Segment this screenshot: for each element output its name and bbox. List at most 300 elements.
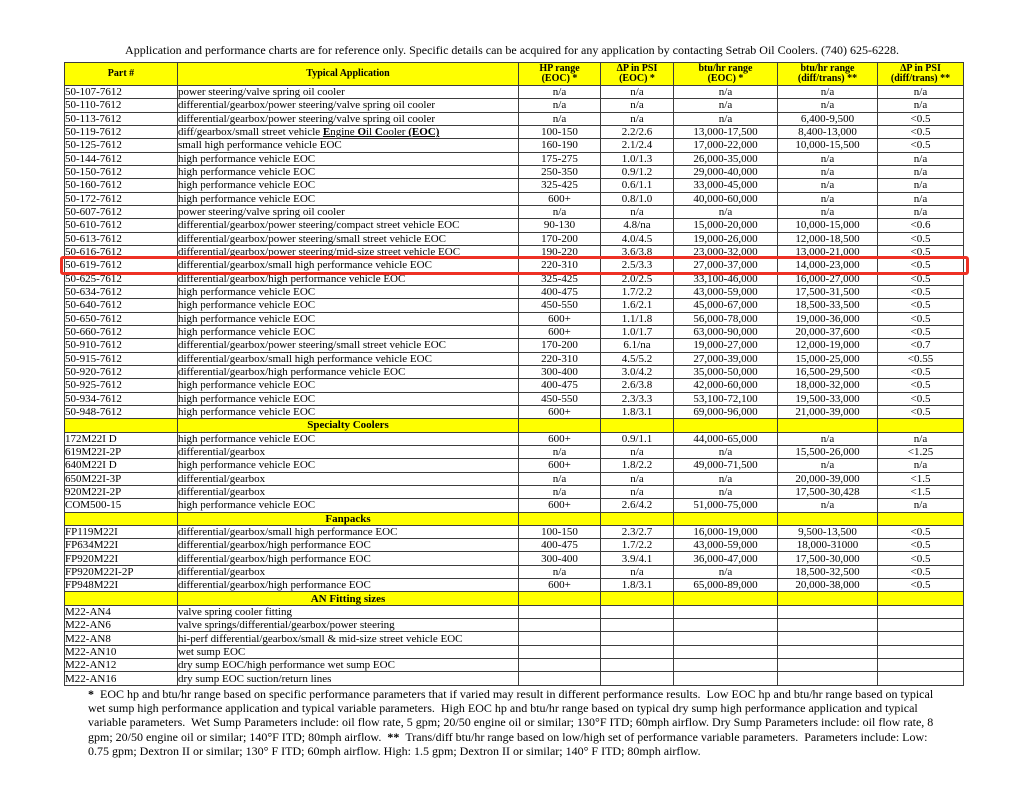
btu-range-eoc-cell: 19,000-27,000 bbox=[674, 339, 778, 352]
btu-range-difftrans-cell: n/a bbox=[778, 86, 878, 99]
btu-range-eoc-cell: 45,000-67,000 bbox=[674, 299, 778, 312]
dp-psi-eoc-cell: 3.9/4.1 bbox=[601, 552, 674, 565]
btu-range-difftrans-cell: n/a bbox=[778, 205, 878, 218]
dp-psi-difftrans-cell: n/a bbox=[878, 179, 964, 192]
section-empty-cell bbox=[601, 512, 674, 525]
dp-psi-eoc-cell: n/a bbox=[601, 445, 674, 458]
application-cell: wet sump EOC bbox=[178, 645, 519, 658]
application-cell: power steering/valve spring oil cooler bbox=[178, 86, 519, 99]
part-number-cell: 50-634-7612 bbox=[65, 285, 178, 298]
table-row bbox=[65, 472, 964, 485]
column-header: HP range (EOC) * bbox=[519, 63, 601, 86]
part-number-cell: 50-920-7612 bbox=[65, 365, 178, 378]
btu-range-eoc-cell bbox=[674, 672, 778, 685]
table-row bbox=[65, 645, 964, 658]
part-number-cell: 50-160-7612 bbox=[65, 179, 178, 192]
table-row bbox=[65, 245, 964, 258]
dp-psi-difftrans-cell: <0.5 bbox=[878, 272, 964, 285]
application-cell: dry sump EOC/high performance wet sump EOC bbox=[178, 659, 519, 672]
section-empty-cell bbox=[601, 419, 674, 432]
table-row bbox=[65, 379, 964, 392]
hp-range-cell: 400-475 bbox=[519, 539, 601, 552]
btu-range-eoc-cell: n/a bbox=[674, 485, 778, 498]
btu-range-eoc-cell bbox=[674, 645, 778, 658]
table-row bbox=[65, 299, 964, 312]
btu-range-difftrans-cell: 16,500-29,500 bbox=[778, 365, 878, 378]
hp-range-cell bbox=[519, 632, 601, 645]
table-row bbox=[65, 312, 964, 325]
dp-psi-difftrans-cell: <1.5 bbox=[878, 485, 964, 498]
btu-range-difftrans-cell: 10,000-15,000 bbox=[778, 219, 878, 232]
btu-range-eoc-cell: 43,000-59,000 bbox=[674, 285, 778, 298]
application-cell: high performance vehicle EOC bbox=[178, 299, 519, 312]
table-row bbox=[65, 672, 964, 685]
part-number-cell: 50-619-7612 bbox=[65, 259, 178, 272]
btu-range-eoc-cell: 27,000-39,000 bbox=[674, 352, 778, 365]
table-header bbox=[65, 63, 964, 86]
btu-range-difftrans-cell: 10,000-15,500 bbox=[778, 139, 878, 152]
btu-range-difftrans-cell: n/a bbox=[778, 152, 878, 165]
table-row bbox=[65, 99, 964, 112]
dp-psi-eoc-cell: 0.9/1.2 bbox=[601, 165, 674, 178]
application-cell: dry sump EOC suction/return lines bbox=[178, 672, 519, 685]
table-row bbox=[65, 259, 964, 272]
dp-psi-eoc-cell: n/a bbox=[601, 112, 674, 125]
dp-psi-eoc-cell: n/a bbox=[601, 86, 674, 99]
hp-range-cell: 600+ bbox=[519, 192, 601, 205]
application-cell: differential/gearbox bbox=[178, 472, 519, 485]
part-number-cell: 50-640-7612 bbox=[65, 299, 178, 312]
hp-range-cell: 600+ bbox=[519, 459, 601, 472]
section-empty-cell bbox=[65, 419, 178, 432]
table-row bbox=[65, 525, 964, 538]
part-number-cell: 50-616-7612 bbox=[65, 245, 178, 258]
table-row bbox=[65, 565, 964, 578]
btu-range-difftrans-cell: 19,000-36,000 bbox=[778, 312, 878, 325]
btu-range-difftrans-cell: 20,000-38,000 bbox=[778, 579, 878, 592]
hp-range-cell: 325-425 bbox=[519, 179, 601, 192]
btu-range-difftrans-cell: 18,000-31000 bbox=[778, 539, 878, 552]
btu-range-difftrans-cell: 12,000-19,000 bbox=[778, 339, 878, 352]
application-cell: differential/gearbox bbox=[178, 565, 519, 578]
section-row bbox=[65, 512, 964, 525]
dp-psi-difftrans-cell: <0.5 bbox=[878, 139, 964, 152]
table-row bbox=[65, 365, 964, 378]
application-cell: differential/gearbox/power steering/small street vehicle EOC bbox=[178, 339, 519, 352]
table-row bbox=[65, 405, 964, 418]
hp-range-cell bbox=[519, 645, 601, 658]
btu-range-eoc-cell: 69,000-96,000 bbox=[674, 405, 778, 418]
table-row bbox=[65, 339, 964, 352]
dp-psi-difftrans-cell: n/a bbox=[878, 165, 964, 178]
dp-psi-difftrans-cell bbox=[878, 605, 964, 618]
part-number-cell: 50-119-7612 bbox=[65, 125, 178, 138]
dp-psi-difftrans-cell: n/a bbox=[878, 99, 964, 112]
hp-range-cell: 450-550 bbox=[519, 299, 601, 312]
dp-psi-difftrans-cell bbox=[878, 645, 964, 658]
application-cell: hi-perf differential/gearbox/small & mid-size street vehicle EOC bbox=[178, 632, 519, 645]
dp-psi-eoc-cell bbox=[601, 632, 674, 645]
table-row bbox=[65, 192, 964, 205]
table-row bbox=[65, 232, 964, 245]
application-cell: differential/gearbox/small high performance vehicle EOC bbox=[178, 352, 519, 365]
btu-range-eoc-cell: 35,000-50,000 bbox=[674, 365, 778, 378]
section-empty-cell bbox=[778, 512, 878, 525]
part-number-cell: 50-613-7612 bbox=[65, 232, 178, 245]
table-row bbox=[65, 325, 964, 338]
btu-range-eoc-cell: 13,000-17,500 bbox=[674, 125, 778, 138]
hp-range-cell: 220-310 bbox=[519, 259, 601, 272]
dp-psi-difftrans-cell: n/a bbox=[878, 192, 964, 205]
application-cell: differential/gearbox/power steering/valve spring oil cooler bbox=[178, 112, 519, 125]
hp-range-cell: 190-220 bbox=[519, 245, 601, 258]
application-cell: high performance vehicle EOC bbox=[178, 285, 519, 298]
dp-psi-difftrans-cell: <0.5 bbox=[878, 405, 964, 418]
table-row bbox=[65, 632, 964, 645]
table-row bbox=[65, 499, 964, 512]
btu-range-difftrans-cell: 17,500-30,000 bbox=[778, 552, 878, 565]
application-cell: high performance vehicle EOC bbox=[178, 432, 519, 445]
section-row bbox=[65, 592, 964, 605]
dp-psi-eoc-cell bbox=[601, 659, 674, 672]
btu-range-eoc-cell bbox=[674, 605, 778, 618]
dp-psi-difftrans-cell: n/a bbox=[878, 432, 964, 445]
hp-range-cell: 175-275 bbox=[519, 152, 601, 165]
dp-psi-difftrans-cell: <0.5 bbox=[878, 325, 964, 338]
application-cell: differential/gearbox/power steering/compact street vehicle EOC bbox=[178, 219, 519, 232]
hp-range-cell: 600+ bbox=[519, 432, 601, 445]
dp-psi-eoc-cell: 1.7/2.2 bbox=[601, 285, 674, 298]
application-cell: differential/gearbox/power steering/small street vehicle EOC bbox=[178, 232, 519, 245]
dp-psi-eoc-cell: 1.7/2.2 bbox=[601, 539, 674, 552]
dp-psi-eoc-cell: 1.8/3.1 bbox=[601, 405, 674, 418]
hp-range-cell: n/a bbox=[519, 86, 601, 99]
dp-psi-eoc-cell: 1.0/1.7 bbox=[601, 325, 674, 338]
dp-psi-eoc-cell: 0.8/1.0 bbox=[601, 192, 674, 205]
table-row bbox=[65, 459, 964, 472]
table-row bbox=[65, 205, 964, 218]
footnote: * EOC hp and btu/hr range based on specific performance parameters that if varied may result in different performance results. Low EOC hp and btu/hr range based on typical wet sump high performance application and typical variable parameters. High EOC hp and btu/hr range based on typical dry sump high performance application and typical variable parameters. Wet Sump Parameters include: oil flow rate, 5 gpm; 20/50 engine oil or similar; 130°F ITD; 60mph airflow. Dry Sump Parameters include: oil flow rate, 8 gpm; 20/50 engine oil or similar; 140°F ITD; 80mph airflow. ** Trans/diff btu/hr range based on low/high set of performance variable parameters. Parameters include: Low: 0.75 gpm; Dextron II or similar; 130° F ITD; 60mph airflow. High: 1.5 gpm; Dextron II or similar; 140° F ITD; 80mph airflow. bbox=[88, 687, 934, 758]
table-row bbox=[65, 112, 964, 125]
application-cell: differential/gearbox bbox=[178, 485, 519, 498]
btu-range-eoc-cell: n/a bbox=[674, 112, 778, 125]
table-row bbox=[65, 659, 964, 672]
dp-psi-eoc-cell: n/a bbox=[601, 99, 674, 112]
btu-range-eoc-cell: 42,000-60,000 bbox=[674, 379, 778, 392]
dp-psi-eoc-cell: n/a bbox=[601, 205, 674, 218]
dp-psi-eoc-cell: 4.0/4.5 bbox=[601, 232, 674, 245]
application-cell: high performance vehicle EOC bbox=[178, 379, 519, 392]
dp-psi-difftrans-cell: <0.5 bbox=[878, 232, 964, 245]
btu-range-difftrans-cell: 18,500-32,500 bbox=[778, 565, 878, 578]
dp-psi-eoc-cell: 2.3/2.7 bbox=[601, 525, 674, 538]
dp-psi-difftrans-cell: <0.5 bbox=[878, 552, 964, 565]
part-number-cell: 50-934-7612 bbox=[65, 392, 178, 405]
btu-range-eoc-cell: 49,000-71,500 bbox=[674, 459, 778, 472]
btu-range-difftrans-cell: 16,000-27,000 bbox=[778, 272, 878, 285]
table-row bbox=[65, 485, 964, 498]
dp-psi-eoc-cell bbox=[601, 672, 674, 685]
btu-range-difftrans-cell: 9,500-13,500 bbox=[778, 525, 878, 538]
dp-psi-eoc-cell: n/a bbox=[601, 485, 674, 498]
hp-range-cell: 600+ bbox=[519, 325, 601, 338]
application-cell: high performance vehicle EOC bbox=[178, 312, 519, 325]
btu-range-difftrans-cell bbox=[778, 605, 878, 618]
table-row bbox=[65, 605, 964, 618]
btu-range-difftrans-cell: 8,400-13,000 bbox=[778, 125, 878, 138]
hp-range-cell: 220-310 bbox=[519, 352, 601, 365]
section-empty-cell bbox=[878, 592, 964, 605]
hp-range-cell: 300-400 bbox=[519, 365, 601, 378]
btu-range-eoc-cell: 19,000-26,000 bbox=[674, 232, 778, 245]
part-number-cell: 50-172-7612 bbox=[65, 192, 178, 205]
btu-range-difftrans-cell: 21,000-39,000 bbox=[778, 405, 878, 418]
hp-range-cell: 450-550 bbox=[519, 392, 601, 405]
part-number-cell: 640M22I D bbox=[65, 459, 178, 472]
part-number-cell: FP634M22I bbox=[65, 539, 178, 552]
table-row bbox=[65, 432, 964, 445]
page-title: Application and performance charts are for reference only. Specific details can be acquired for any application by contacting Setrab Oil Coolers. (740) 625-6228. bbox=[125, 43, 899, 57]
dp-psi-eoc-cell: 1.8/2.2 bbox=[601, 459, 674, 472]
part-number-cell: 50-948-7612 bbox=[65, 405, 178, 418]
table-row bbox=[65, 125, 964, 138]
table-row bbox=[65, 619, 964, 632]
btu-range-eoc-cell bbox=[674, 619, 778, 632]
btu-range-eoc-cell bbox=[674, 632, 778, 645]
dp-psi-eoc-cell bbox=[601, 605, 674, 618]
part-number-cell: 50-610-7612 bbox=[65, 219, 178, 232]
hp-range-cell bbox=[519, 605, 601, 618]
application-chart-table bbox=[64, 62, 964, 686]
btu-range-difftrans-cell: n/a bbox=[778, 179, 878, 192]
btu-range-eoc-cell: 43,000-59,000 bbox=[674, 539, 778, 552]
btu-range-difftrans-cell: 20,000-39,000 bbox=[778, 472, 878, 485]
table-row bbox=[65, 539, 964, 552]
part-number-cell: 50-650-7612 bbox=[65, 312, 178, 325]
section-label: Specialty Coolers bbox=[178, 419, 519, 432]
hp-range-cell bbox=[519, 672, 601, 685]
dp-psi-difftrans-cell: <0.5 bbox=[878, 259, 964, 272]
part-number-cell: M22-AN12 bbox=[65, 659, 178, 672]
part-number-cell: 50-107-7612 bbox=[65, 86, 178, 99]
btu-range-eoc-cell: n/a bbox=[674, 205, 778, 218]
column-header: ΔP in PSI (EOC) * bbox=[601, 63, 674, 86]
table-row bbox=[65, 285, 964, 298]
table-row bbox=[65, 579, 964, 592]
part-number-cell: M22-AN8 bbox=[65, 632, 178, 645]
btu-range-eoc-cell: 44,000-65,000 bbox=[674, 432, 778, 445]
table-row bbox=[65, 179, 964, 192]
btu-range-eoc-cell: 63,000-90,000 bbox=[674, 325, 778, 338]
dp-psi-eoc-cell: 3.0/4.2 bbox=[601, 365, 674, 378]
application-cell: differential/gearbox/high performance vehicle EOC bbox=[178, 365, 519, 378]
section-empty-cell bbox=[674, 592, 778, 605]
hp-range-cell: 160-190 bbox=[519, 139, 601, 152]
hp-range-cell: n/a bbox=[519, 472, 601, 485]
btu-range-difftrans-cell: 12,000-18,500 bbox=[778, 232, 878, 245]
dp-psi-difftrans-cell: n/a bbox=[878, 499, 964, 512]
btu-range-difftrans-cell: 17,500-31,500 bbox=[778, 285, 878, 298]
application-cell: valve spring cooler fitting bbox=[178, 605, 519, 618]
application-cell: high performance vehicle EOC bbox=[178, 392, 519, 405]
hp-range-cell: n/a bbox=[519, 565, 601, 578]
btu-range-difftrans-cell: 20,000-37,600 bbox=[778, 325, 878, 338]
dp-psi-eoc-cell: 2.6/4.2 bbox=[601, 499, 674, 512]
table-row bbox=[65, 445, 964, 458]
application-cell: differential/gearbox bbox=[178, 445, 519, 458]
part-number-cell: COM500-15 bbox=[65, 499, 178, 512]
hp-range-cell: 400-475 bbox=[519, 285, 601, 298]
part-number-cell: FP948M22I bbox=[65, 579, 178, 592]
table-row bbox=[65, 86, 964, 99]
btu-range-eoc-cell: 27,000-37,000 bbox=[674, 259, 778, 272]
btu-range-difftrans-cell: n/a bbox=[778, 165, 878, 178]
dp-psi-difftrans-cell: <0.5 bbox=[878, 565, 964, 578]
dp-psi-difftrans-cell: <0.5 bbox=[878, 525, 964, 538]
part-number-cell: M22-AN4 bbox=[65, 605, 178, 618]
application-cell: high performance vehicle EOC bbox=[178, 499, 519, 512]
part-number-cell: 50-113-7612 bbox=[65, 112, 178, 125]
btu-range-eoc-cell: 53,100-72,100 bbox=[674, 392, 778, 405]
part-number-cell: 50-925-7612 bbox=[65, 379, 178, 392]
application-cell: high performance vehicle EOC bbox=[178, 325, 519, 338]
btu-range-eoc-cell: 56,000-78,000 bbox=[674, 312, 778, 325]
section-label: Fanpacks bbox=[178, 512, 519, 525]
dp-psi-difftrans-cell: <0.6 bbox=[878, 219, 964, 232]
section-empty-cell bbox=[65, 592, 178, 605]
table-row bbox=[65, 165, 964, 178]
table-body bbox=[65, 86, 964, 686]
dp-psi-difftrans-cell: <0.5 bbox=[878, 379, 964, 392]
section-row bbox=[65, 419, 964, 432]
btu-range-eoc-cell: 33,000-45,000 bbox=[674, 179, 778, 192]
dp-psi-eoc-cell: 2.5/3.3 bbox=[601, 259, 674, 272]
part-number-cell: 50-607-7612 bbox=[65, 205, 178, 218]
header-row bbox=[65, 63, 964, 86]
dp-psi-difftrans-cell: <0.5 bbox=[878, 365, 964, 378]
application-cell: valve springs/differential/gearbox/power steering bbox=[178, 619, 519, 632]
dp-psi-difftrans-cell: <0.5 bbox=[878, 579, 964, 592]
section-empty-cell bbox=[674, 419, 778, 432]
hp-range-cell: 250-350 bbox=[519, 165, 601, 178]
dp-psi-eoc-cell: 1.6/2.1 bbox=[601, 299, 674, 312]
application-cell: differential/gearbox/power steering/valve spring oil cooler bbox=[178, 99, 519, 112]
dp-psi-difftrans-cell: <0.5 bbox=[878, 245, 964, 258]
application-cell: high performance vehicle EOC bbox=[178, 179, 519, 192]
dp-psi-difftrans-cell: n/a bbox=[878, 152, 964, 165]
dp-psi-difftrans-cell: <0.5 bbox=[878, 125, 964, 138]
btu-range-difftrans-cell: 15,000-25,000 bbox=[778, 352, 878, 365]
section-empty-cell bbox=[878, 512, 964, 525]
dp-psi-difftrans-cell: <1.25 bbox=[878, 445, 964, 458]
btu-range-difftrans-cell: 14,000-23,000 bbox=[778, 259, 878, 272]
part-number-cell: 50-625-7612 bbox=[65, 272, 178, 285]
application-cell: differential/gearbox/high performance vehicle EOC bbox=[178, 272, 519, 285]
dp-psi-difftrans-cell: <0.5 bbox=[878, 392, 964, 405]
application-cell: differential/gearbox/high performance EOC bbox=[178, 539, 519, 552]
hp-range-cell: 400-475 bbox=[519, 379, 601, 392]
btu-range-eoc-cell: 15,000-20,000 bbox=[674, 219, 778, 232]
btu-range-eoc-cell: 36,000-47,000 bbox=[674, 552, 778, 565]
dp-psi-eoc-cell: 1.8/3.1 bbox=[601, 579, 674, 592]
hp-range-cell: 170-200 bbox=[519, 339, 601, 352]
dp-psi-difftrans-cell bbox=[878, 632, 964, 645]
btu-range-eoc-cell: n/a bbox=[674, 99, 778, 112]
hp-range-cell: 170-200 bbox=[519, 232, 601, 245]
hp-range-cell bbox=[519, 619, 601, 632]
section-empty-cell bbox=[778, 592, 878, 605]
part-number-cell: 920M22I-2P bbox=[65, 485, 178, 498]
application-cell: diff/gearbox/small street vehicle Engine Oil Cooler (EOC) bbox=[178, 125, 519, 138]
dp-psi-difftrans-cell bbox=[878, 672, 964, 685]
application-cell: high performance vehicle EOC bbox=[178, 152, 519, 165]
dp-psi-difftrans-cell bbox=[878, 659, 964, 672]
column-header: ΔP in PSI (diff/trans) ** bbox=[878, 63, 964, 86]
dp-psi-eoc-cell: 2.0/2.5 bbox=[601, 272, 674, 285]
dp-psi-eoc-cell: n/a bbox=[601, 472, 674, 485]
btu-range-eoc-cell: 33,100-46,000 bbox=[674, 272, 778, 285]
application-cell: differential/gearbox/small high performance vehicle EOC bbox=[178, 259, 519, 272]
dp-psi-eoc-cell: 0.6/1.1 bbox=[601, 179, 674, 192]
hp-range-cell: 600+ bbox=[519, 499, 601, 512]
table-row bbox=[65, 139, 964, 152]
btu-range-eoc-cell: n/a bbox=[674, 472, 778, 485]
part-number-cell: 650M22I-3P bbox=[65, 472, 178, 485]
btu-range-difftrans-cell: 18,000-32,000 bbox=[778, 379, 878, 392]
hp-range-cell: 90-130 bbox=[519, 219, 601, 232]
dp-psi-difftrans-cell: <0.5 bbox=[878, 312, 964, 325]
application-cell: small high performance vehicle EOC bbox=[178, 139, 519, 152]
dp-psi-difftrans-cell: <1.5 bbox=[878, 472, 964, 485]
hp-range-cell bbox=[519, 659, 601, 672]
application-cell: differential/gearbox/high performance EOC bbox=[178, 552, 519, 565]
table-row bbox=[65, 392, 964, 405]
column-header: Part # bbox=[65, 63, 178, 86]
part-number-cell: 619M22I-2P bbox=[65, 445, 178, 458]
hp-range-cell: n/a bbox=[519, 445, 601, 458]
column-header: btu/hr range (EOC) * bbox=[674, 63, 778, 86]
table-row bbox=[65, 219, 964, 232]
dp-psi-difftrans-cell bbox=[878, 619, 964, 632]
hp-range-cell: 325-425 bbox=[519, 272, 601, 285]
section-empty-cell bbox=[878, 419, 964, 432]
application-cell: differential/gearbox/small high performance EOC bbox=[178, 525, 519, 538]
btu-range-difftrans-cell: n/a bbox=[778, 499, 878, 512]
btu-range-eoc-cell: 40,000-60,000 bbox=[674, 192, 778, 205]
part-number-cell: 50-915-7612 bbox=[65, 352, 178, 365]
dp-psi-difftrans-cell: n/a bbox=[878, 86, 964, 99]
application-cell: differential/gearbox/power steering/mid-size street vehicle EOC bbox=[178, 245, 519, 258]
btu-range-difftrans-cell bbox=[778, 645, 878, 658]
hp-range-cell: 600+ bbox=[519, 405, 601, 418]
btu-range-difftrans-cell: n/a bbox=[778, 432, 878, 445]
application-cell: differential/gearbox/high performance EOC bbox=[178, 579, 519, 592]
application-cell: high performance vehicle EOC bbox=[178, 405, 519, 418]
part-number-cell: 50-110-7612 bbox=[65, 99, 178, 112]
btu-range-difftrans-cell: 15,500-26,000 bbox=[778, 445, 878, 458]
btu-range-eoc-cell: 17,000-22,000 bbox=[674, 139, 778, 152]
btu-range-eoc-cell: 16,000-19,000 bbox=[674, 525, 778, 538]
section-empty-cell bbox=[519, 512, 601, 525]
hp-range-cell: 100-150 bbox=[519, 525, 601, 538]
hp-range-cell: 300-400 bbox=[519, 552, 601, 565]
table-row bbox=[65, 552, 964, 565]
section-empty-cell bbox=[65, 512, 178, 525]
btu-range-difftrans-cell: n/a bbox=[778, 459, 878, 472]
dp-psi-eoc-cell bbox=[601, 645, 674, 658]
dp-psi-eoc-cell: 2.2/2.6 bbox=[601, 125, 674, 138]
btu-range-difftrans-cell bbox=[778, 619, 878, 632]
